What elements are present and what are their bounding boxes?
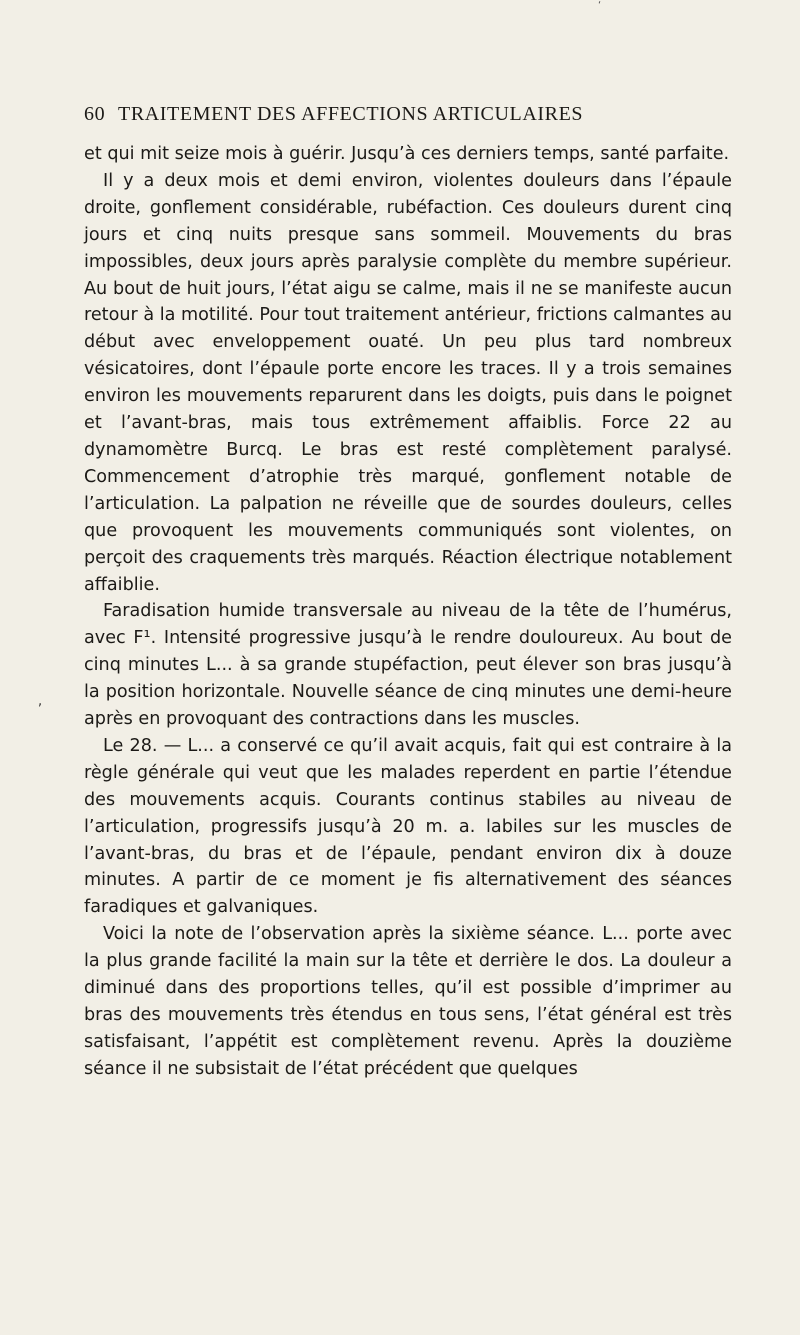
body-text bbox=[84, 141, 732, 1083]
paragraph-5: Voici la note de l’observation après la sixième séance. L... porte avec la plus grande facilité la main sur la tête et derrière le dos. La douleur a diminué dans des proportions telles, qu’il est possible d’imprimer au bras des mouvements très étendus en tous sens, l’état général est très satisfaisant, l’appétit est complètement revenu. Après la douzième séance il ne subsistait de l’état précédent que quelques bbox=[84, 924, 732, 1079]
margin-mark: , bbox=[38, 694, 43, 709]
page-number: 60 bbox=[84, 103, 106, 125]
paragraph-4: Le 28. — L... a conservé ce qu’il avait acquis, fait qui est contraire à la règle générale qui veut que les malades reperdent en partie l’étendue des mouvements acquis. Courants continus stabiles au niveau de l’articulation, progressifs jusqu’à 20 m. a. labiles sur les muscles de l’avant-bras, du bras et de l’épaule, pendant environ dix à douze minutes. A partir de ce moment je fis alternativement des séances faradiques et galvaniques. bbox=[84, 735, 732, 918]
paragraph-3: Faradisation humide transversale au niveau de la tête de l’humérus, avec F¹. Intensité progressive jusqu’à le rendre douloureux. Au bout de cinq minutes L... à sa grande stupéfaction, peut élever son bras jusqu’à la position horizontale. Nouvelle séance de cinq minutes une demi-heure après en provoquant des contractions dans les muscles. bbox=[84, 601, 732, 730]
paragraph-2: Il y a deux mois et demi environ, violentes douleurs dans l’épaule droite, gonflement considérable, rubéfaction. Ces douleurs durent cinq jours et cinq nuits presque sans sommeil. Mouvements du bras impossibles, deux jours après paralysie complète du membre supérieur. Au bout de huit jours, l’état aigu se calme, mais il ne se manifeste aucun retour à la motilité. Pour tout traitement antérieur, frictions calmantes au début avec enveloppement ouaté. Un peu plus tard nombreux vésicatoires, dont l’épaule porte encore les traces. Il y a trois semaines environ les mouvements reparurent dans les doigts, puis dans le poignet et l’avant-bras, mais tous extrêmement affaiblis. Force 22 au dynamomètre Burcq. Le bras est resté complètement paralysé. Commencement d’atrophie très marqué, gonflement notable de l’articulation. La palpation ne réveille que de sourdes douleurs, celles que provoquent les mouvements communiqués sont violentes, on perçoit des craquements très marqués. Réaction électrique notablement affaiblie. bbox=[84, 170, 732, 595]
top-mark: ‘ bbox=[598, 0, 602, 11]
running-title: TRAITEMENT DES AFFECTIONS ARTICULAIRES bbox=[118, 103, 584, 125]
paragraph-1: et qui mit seize mois à guérir. Jusqu’à ces derniers temps, santé parfaite. bbox=[84, 144, 730, 164]
